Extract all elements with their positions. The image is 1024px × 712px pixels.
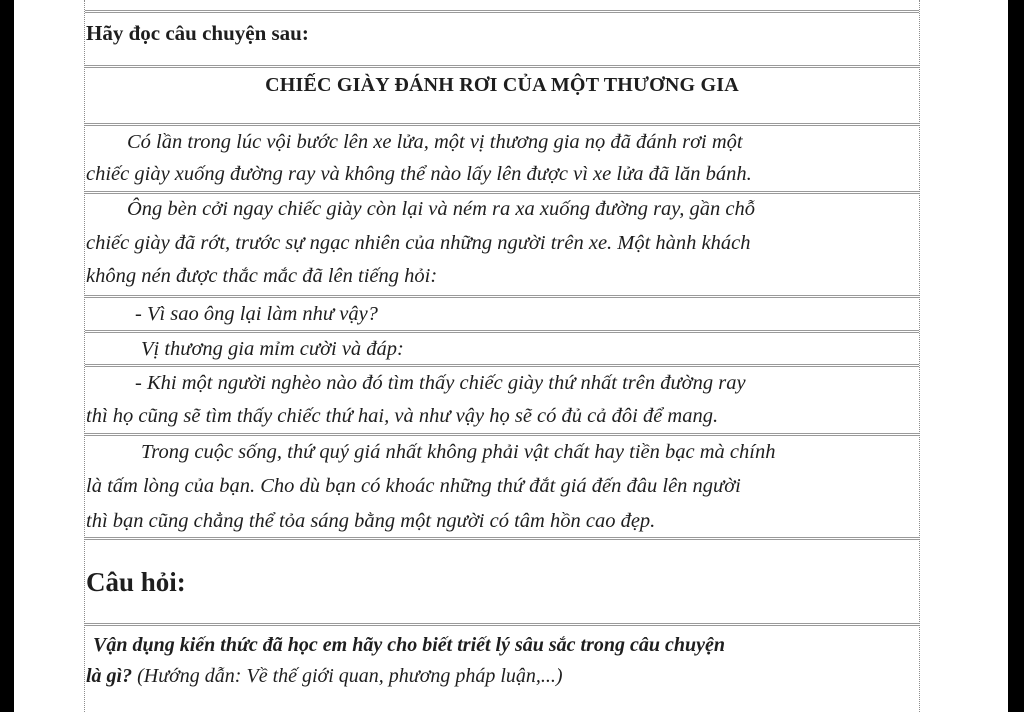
story-title: CHIẾC GIÀY ĐÁNH RƠI CỦA MỘT THƯƠNG GIA [265,74,739,96]
p6-line-1: Trong cuộc sống, thứ quý giá nhất không phải vật chất hay tiền bạc mà chính [141,441,776,463]
p2-line-3: không nén được thắc mắc đã lên tiếng hỏi: [86,265,438,287]
p5-line-1: - Khi một người nghèo nào đó tìm thấy chiếc giày thứ nhất trên đường ray [135,372,746,394]
question-body-row [85,626,919,712]
p1-line-1: Có lần trong lúc vội bước lên xe lửa, một vị thương gia nọ đã đánh rơi một [127,131,743,153]
left-frame-bar [0,0,14,712]
question-line-2 [85,662,919,690]
p3-line: - Vì sao ông lại làm như vậy? [135,303,378,325]
paragraph-6 [85,436,919,540]
p6-line-3: thì bạn cũng chẳng thể tỏa sáng bằng một người có tâm hồn cao đẹp. [86,510,656,532]
question-heading: Câu hỏi: [86,567,186,597]
intro-row [85,10,919,68]
intro-text: Hãy đọc câu chuyện sau: [86,21,309,45]
right-frame-bar [1008,0,1024,712]
title-row [85,68,919,126]
p2-line-1: Ông bèn cởi ngay chiếc giày còn lại và ném ra xa xuống đường ray, gần chỗ [127,198,755,220]
p4-line: Vị thương gia mỉm cười và đáp: [141,338,404,360]
paragraph-5 [85,367,919,436]
question-line-1: Vận dụng kiến thức đã học em hãy cho biết triết lý sâu sắc trong câu chuyện [93,634,726,656]
p5-line-2: thì họ cũng sẽ tìm thấy chiếc thứ hai, và như vậy họ sẽ có đủ cả đôi để mang. [86,405,719,427]
question-line-2-bold: là gì? [86,665,133,687]
question-heading-row [85,540,919,626]
paragraph-3 [85,298,919,333]
document-sheet [84,0,920,712]
p2-line-2: chiếc giày đã rớt, trước sự ngạc nhiên của những người trên xe. Một hành khách [86,232,751,254]
paragraph-2 [85,194,919,298]
paragraph-1 [85,126,919,194]
question-hint: (Hướng dẫn: Về thế giới quan, phương pháp luận,...) [132,665,563,687]
paragraph-4 [85,333,919,367]
p6-line-2: là tấm lòng của bạn. Cho dù bạn có khoác những thứ đắt giá đến đâu lên người [86,475,741,497]
p1-line-2: chiếc giày xuống đường ray và không thể nào lấy lên được vì xe lửa đã lăn bánh. [86,163,752,185]
